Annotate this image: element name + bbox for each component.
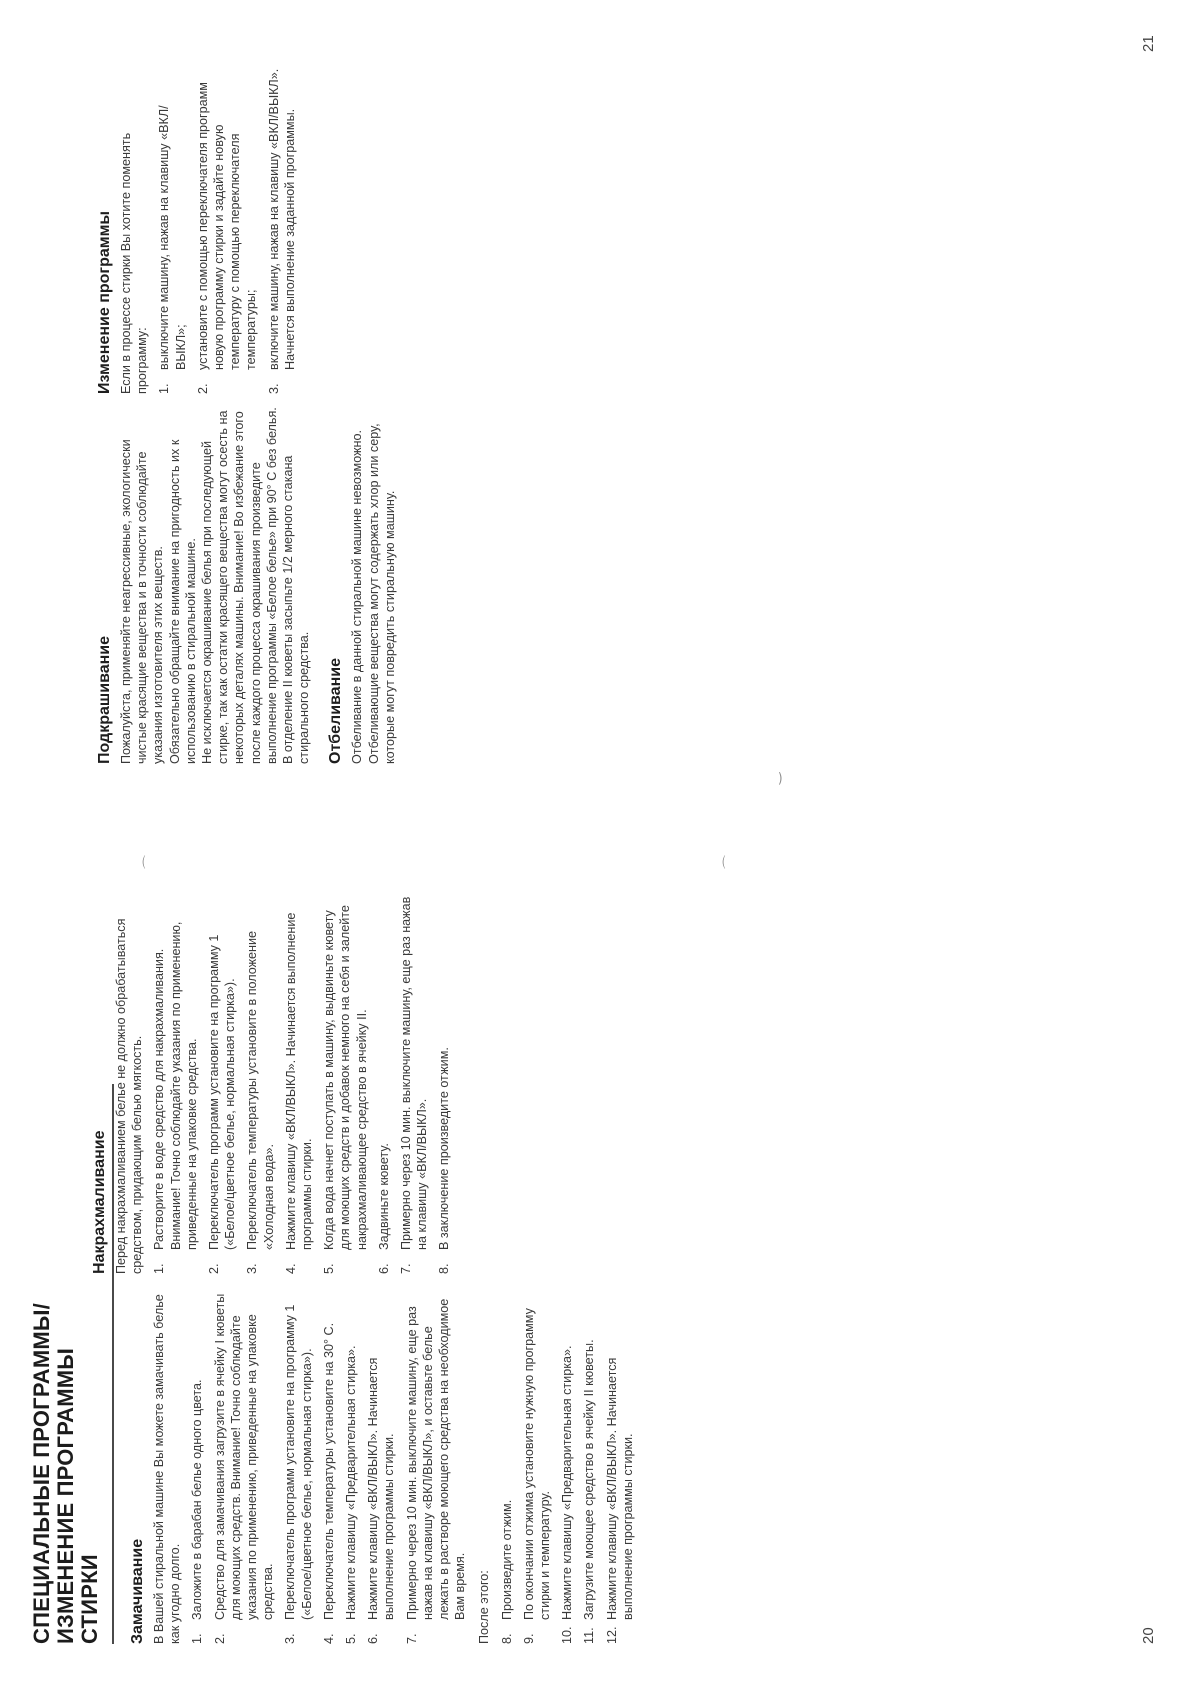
bleaching-heading: Отбеливание xyxy=(327,658,345,764)
step-number: 4. xyxy=(283,1263,298,1274)
step-number: 3. xyxy=(245,1263,260,1274)
step-text: Когда вода начнет поступать в машину, выдвиньте кювету для моющих средств и добавок немного на себя и залейте накрахмаливающее средство в ячейку II. xyxy=(322,905,369,1250)
list-item xyxy=(404,1284,469,1644)
list-item xyxy=(195,64,260,394)
list-item xyxy=(283,894,315,1274)
right-column-change xyxy=(0,64,304,394)
step-text: Примерно через 10 мин. выключите машину, еще раз нажав на клавишу «ВКЛ/ВЫКЛ», и оставьте белье лежать в растворе моющего средства на необходимое Вам время. xyxy=(404,1298,468,1620)
step-text: Переключатель температуры установите в положение «Холодная вода». xyxy=(245,930,276,1250)
list-item xyxy=(581,1284,597,1644)
binding-mark: ⌒ xyxy=(722,855,738,869)
soaking-heading: Замачивание xyxy=(129,1538,146,1644)
dyeing-paragraph-2: Обязательно обращайте внимание на пригодность их к использованию в стиральной машине. xyxy=(167,439,198,764)
step-number: 12. xyxy=(604,1626,619,1644)
step-number: 10. xyxy=(560,1626,575,1644)
dyeing-paragraph-1: Пожалуйста, применяйте неагрессивные, экологически чистые красящие вещества и в точности соблюдайте указания изготовителя этих веществ. xyxy=(119,439,166,764)
left-column-soaking xyxy=(0,1284,642,1644)
step-number: 5. xyxy=(322,1263,337,1274)
step-text: Средство для замачивания загрузите в ячейку I кюветы для моющих средств. Внимание! Точно соблюдайте указания по применению, приведенные на упаковке средства. xyxy=(212,1293,276,1620)
step-text: Нажмите клавишу «ВКЛ/ВЫКЛ». Начинается выполнение программы стирки. xyxy=(283,912,315,1250)
starching-heading: Накрахмаливание xyxy=(91,1130,108,1274)
step-number: 6. xyxy=(376,1263,391,1274)
page-number-right: 21 xyxy=(1140,35,1157,52)
list-item xyxy=(151,894,200,1274)
binding-mark: ⌒ xyxy=(142,855,158,869)
after-label: После этого: xyxy=(477,1570,492,1644)
list-item xyxy=(604,1284,636,1644)
step-text: Растворите в воде средство для накрахмаливания. Внимание! Точно соблюдайте указания по применению, приведенные на упаковке средства. xyxy=(152,921,199,1250)
list-item xyxy=(321,894,370,1274)
change-intro: Если в процессе стирки Вы хотите поменять программу: xyxy=(119,132,150,394)
step-number: 2. xyxy=(207,1263,222,1274)
list-item xyxy=(206,894,238,1274)
page-title xyxy=(30,1284,102,1644)
binding-mark: ‿ xyxy=(765,772,781,784)
starching-steps xyxy=(151,894,452,1274)
change-steps xyxy=(156,64,298,394)
list-item xyxy=(156,64,188,394)
step-number: 1. xyxy=(152,1263,167,1274)
list-item xyxy=(559,1284,575,1644)
list-item xyxy=(376,894,392,1274)
step-text: В заключение произведите отжим. xyxy=(437,1047,452,1250)
list-item xyxy=(436,894,452,1274)
step-text: Задвиньте кювету. xyxy=(376,1143,391,1250)
list-item xyxy=(212,1284,277,1644)
step-text: Нажмите клавишу «Предварительная стирка». xyxy=(344,1345,359,1620)
list-item xyxy=(282,1284,314,1644)
step-number: 6. xyxy=(366,1633,381,1644)
step-text: Переключатель программ установите на программу 1 («Белое/цветное белье, нормальная стирка»). xyxy=(283,1304,314,1620)
list-item xyxy=(343,1284,359,1644)
soaking-intro: В Вашей стиральной машине Вы можете замачивать белье как угодно долго. xyxy=(152,1294,183,1644)
list-item xyxy=(189,1284,205,1644)
bleaching-text: Отбеливание в данной стиральной машине невозможно. Отбеливающие вещества могут содержать хлор или серу, которые могут повредить стиральную машину. xyxy=(350,423,397,764)
list-item xyxy=(521,1284,553,1644)
change-heading: Изменение программы xyxy=(96,210,113,394)
step-number: 1. xyxy=(190,1633,205,1644)
step-number: 8. xyxy=(437,1263,452,1274)
step-number: 2. xyxy=(212,1633,227,1644)
list-item xyxy=(499,1284,515,1644)
step-text: Произведите отжим. xyxy=(499,1499,514,1620)
step-text: включите машину, нажав на клавишу «ВКЛ/ВЫКЛ». Начнется выполнение заданной программы. xyxy=(266,68,297,370)
list-item xyxy=(398,894,430,1274)
page-title-line-2: ИЗМЕНЕНИЕ ПРОГРАММЫ СТИРКИ xyxy=(53,1347,102,1644)
list-item xyxy=(266,64,298,394)
page-title-line-1: СПЕЦИАЛЬНЫЕ ПРОГРАММЫ/ xyxy=(29,1303,54,1644)
step-number: 7. xyxy=(404,1633,419,1644)
step-text: По окончании отжима установите нужную программу стирки и температуру. xyxy=(521,1308,553,1620)
step-number: 7. xyxy=(399,1263,414,1274)
step-number: 9. xyxy=(521,1633,536,1644)
step-text: выключите машину, нажав на клавишу «ВКЛ/ВЫКЛ»; xyxy=(157,105,188,370)
step-number: 5. xyxy=(344,1633,359,1644)
soaking-after-steps xyxy=(499,1284,636,1644)
step-text: Нажмите клавишу «ВКЛ/ВЫКЛ». Начинается выполнение программы стирки. xyxy=(604,1357,635,1620)
page-number-left: 20 xyxy=(1140,1627,1157,1644)
step-text: Загрузите моющее средство в ячейку II кюветы. xyxy=(582,1339,597,1620)
step-number: 8. xyxy=(499,1633,514,1644)
right-column-dyeing xyxy=(0,404,398,764)
step-number: 3. xyxy=(266,383,281,394)
list-item xyxy=(321,1284,337,1644)
step-text: Примерно через 10 мин. выключите машину, еще раз нажав на клавишу «ВКЛ/ВЫКЛ». xyxy=(399,896,430,1250)
soaking-steps xyxy=(189,1284,468,1644)
step-number: 2. xyxy=(195,383,210,394)
step-text: Переключатель программ установите на программу 1 («Белое/цветное белье, нормальная стирка»). xyxy=(207,934,238,1250)
step-text: Переключатель температуры установите на 30° С. xyxy=(321,1322,336,1620)
list-item xyxy=(244,894,276,1274)
dyeing-paragraph-3: Не исключается окрашивание белья при последующей стирке, так как остатки красящего вещества могут осесть на некоторых деталях машины. Внимание! Во избежание этого после каждого процесса окрашивания произведите выполнение программы «Белое белье» при 90° С без белья. В отделение II кюветы засыпьте 1/2 мерного стакана стирального средства. xyxy=(200,407,312,764)
left-column-starching xyxy=(0,894,459,1274)
step-text: Нажмите клавишу «ВКЛ/ВЫКЛ». Начинается выполнение программы стирки. xyxy=(366,1357,397,1620)
step-text: установите с помощью переключателя программ новую программу стирки и задайте новую температуру с помощью переключателя температуры; xyxy=(195,82,259,370)
starching-intro: Перед накрахмаливанием белье не должно обрабатываться средством, придающим белью мягкость. xyxy=(114,918,145,1274)
step-number: 4. xyxy=(321,1633,336,1644)
step-number: 3. xyxy=(283,1633,298,1644)
dyeing-heading: Подкрашивание xyxy=(96,636,113,764)
step-number: 11. xyxy=(582,1627,597,1644)
step-text: Заложите в барабан белье одного цвета. xyxy=(190,1379,205,1620)
list-item xyxy=(365,1284,397,1644)
step-text: Нажмите клавишу «Предварительная стирка». xyxy=(560,1345,575,1620)
step-number: 1. xyxy=(157,383,172,394)
